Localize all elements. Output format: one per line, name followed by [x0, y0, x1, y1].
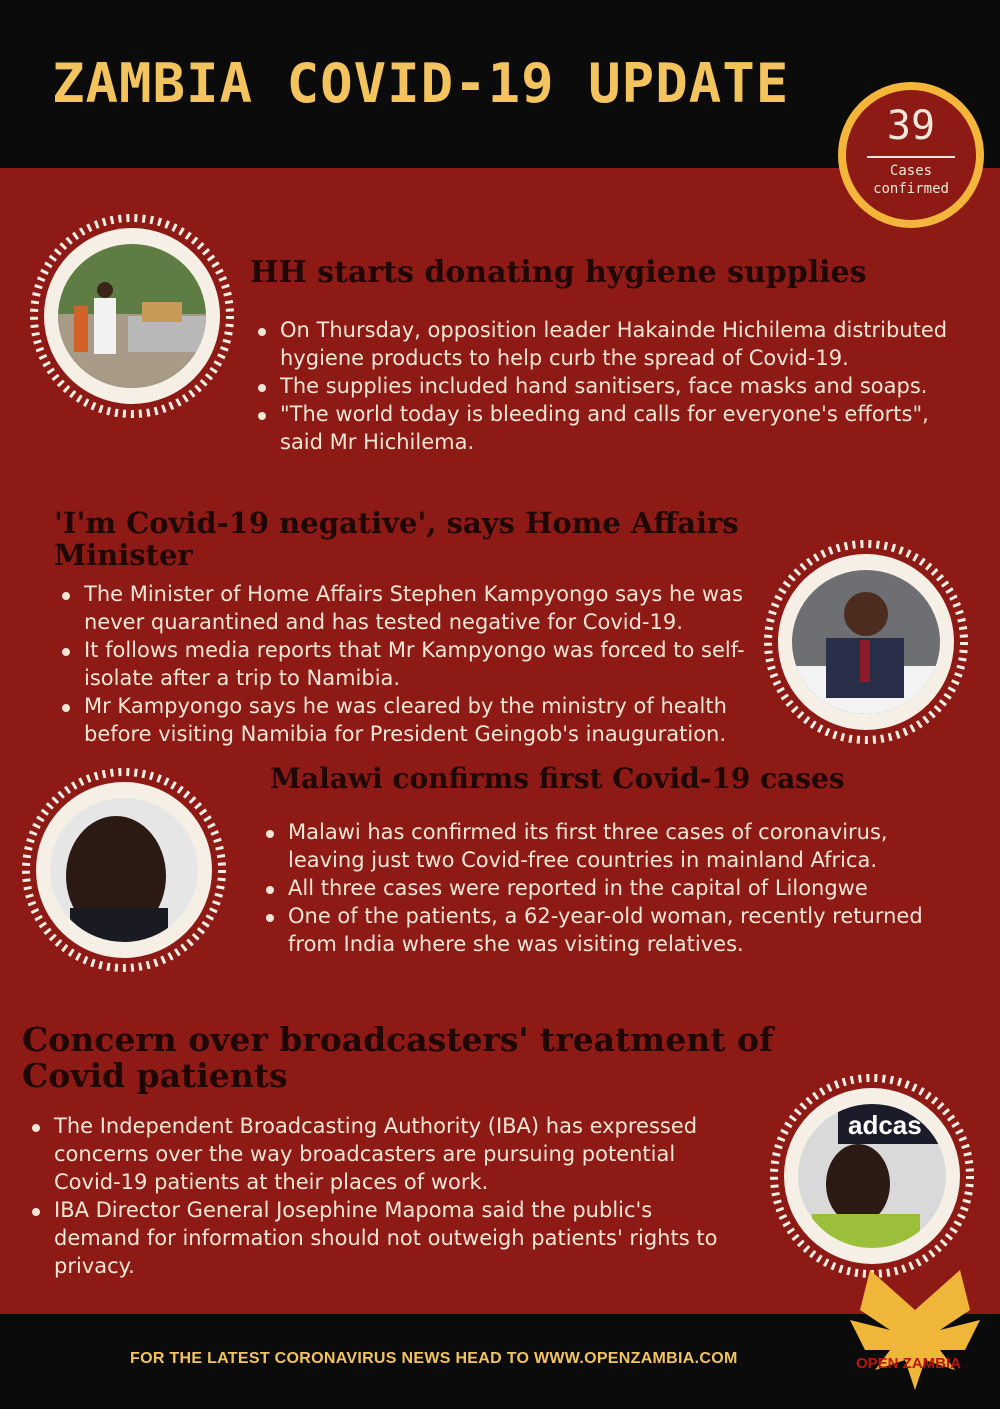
section-heading: HH starts donating hygiene supplies: [250, 255, 867, 290]
logo-text: OPEN ZAMBIA: [856, 1355, 961, 1372]
bullet-list: [30, 1112, 740, 1280]
photo-lungu: [16, 764, 232, 976]
list-item: IBA Director General Josephine Mapoma said the public's demand for information should not outweigh patients' rights to privacy.: [30, 1196, 740, 1280]
bullet-list: [60, 580, 760, 748]
bullet-list: [256, 316, 966, 456]
list-item: "The world today is bleeding and calls for everyone's efforts", said Mr Hichilema.: [256, 400, 966, 456]
badge-divider: [867, 156, 955, 158]
section-heading: Concern over broadcasters' treatment of Covid patients: [22, 1020, 774, 1096]
eagle-logo-icon: [830, 1270, 1000, 1409]
list-item: Mr Kampyongo says he was cleared by the ministry of health before visiting Namibia for President Geingob's inauguration.: [60, 692, 760, 748]
list-item: All three cases were reported in the capital of Lilongwe: [264, 874, 964, 902]
list-item: Malawi has confirmed its first three cases of coronavirus, leaving just two Covid-free countries in mainland Africa.: [264, 818, 964, 874]
cases-label: Cases confirmed: [873, 163, 949, 197]
list-item: The Independent Broadcasting Authority (IBA) has expressed concerns over the way broadcasters are pursuing potential Covid-19 patients at their places of work.: [30, 1112, 740, 1196]
list-item: It follows media reports that Mr Kampyongo was forced to self-isolate after a trip to Namibia.: [60, 636, 760, 692]
section-heading: Malawi confirms first Covid-19 cases: [270, 762, 845, 795]
bullet-list: [264, 818, 964, 958]
photo-mapoma: [764, 1070, 980, 1282]
list-item: One of the patients, a 62-year-old woman, recently returned from India where she was visiting relatives.: [264, 902, 964, 958]
list-item: The Minister of Home Affairs Stephen Kampyongo says he was never quarantined and has tested negative for Covid-19.: [60, 580, 760, 636]
list-item: On Thursday, opposition leader Hakainde Hichilema distributed hygiene products to help curb the spread of Covid-19.: [256, 316, 966, 372]
cases-badge: [838, 82, 984, 228]
page-title: ZAMBIA COVID-19 UPDATE: [52, 52, 790, 115]
cases-count: 39: [886, 103, 936, 149]
list-item: The supplies included hand sanitisers, face masks and soaps.: [256, 372, 966, 400]
banner-text: adcas: [848, 1110, 922, 1140]
footer-link-text: FOR THE LATEST CORONAVIRUS NEWS HEAD TO WWW.OPENZAMBIA.COM: [130, 1350, 738, 1367]
photo-hichilema: [24, 210, 240, 422]
section-heading: 'I'm Covid-19 negative', says Home Affairs Minister: [54, 506, 739, 572]
photo-kampyongo: [758, 536, 974, 748]
